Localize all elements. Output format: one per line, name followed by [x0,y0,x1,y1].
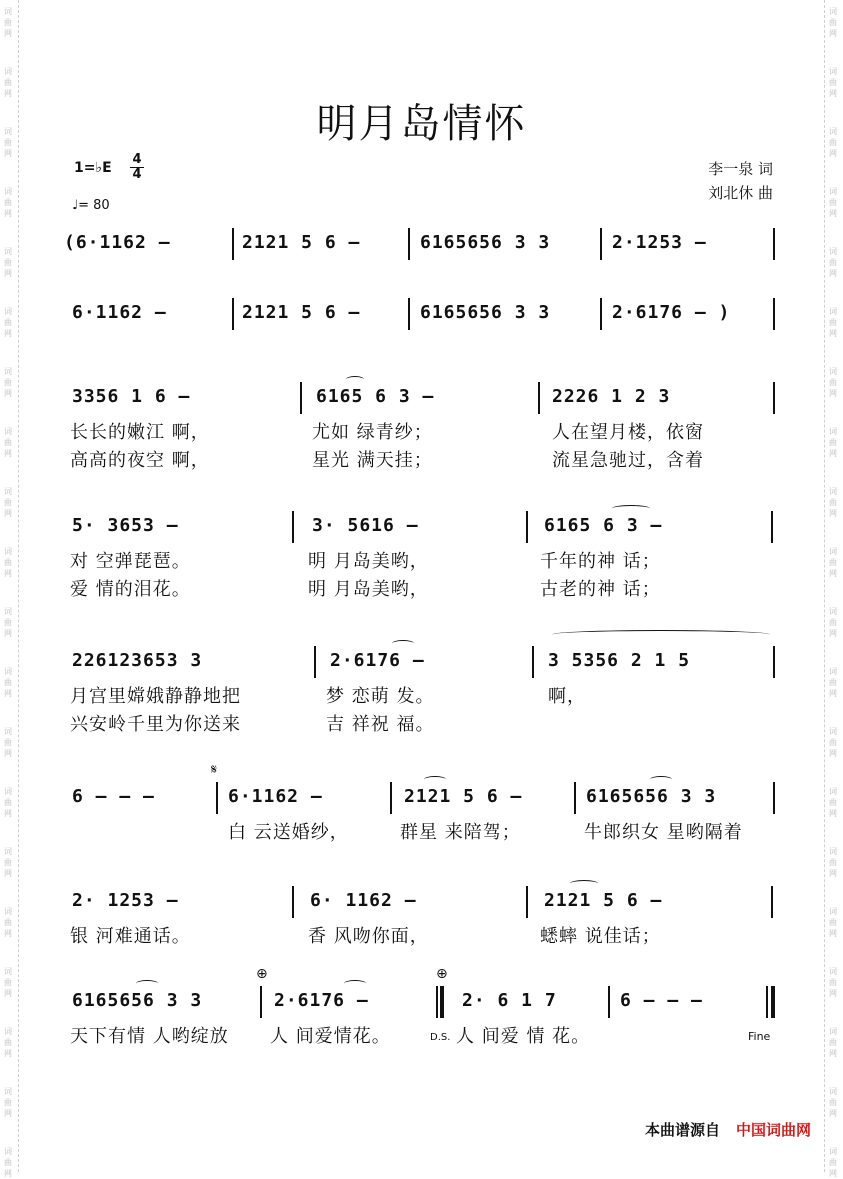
watermark-text: 词 曲 网 [4,7,12,38]
lyric: 人在望月楼，依窗 [552,422,704,443]
watermark-text: 词 曲 网 [829,67,837,98]
watermark-text: 词 曲 网 [829,307,837,338]
lyric: 香 风吻你面， [308,926,429,947]
measure: 3 5356 2 1 5 [548,650,691,671]
time-signature-bottom: 4 [132,167,142,182]
watermark-text: 词 曲 网 [829,187,837,218]
measure: 6165656 3 3 [420,232,551,253]
watermark-text: 词 曲 网 [4,547,12,578]
time-signature [130,153,144,182]
measure: 6165656 3 3 [72,990,203,1011]
watermark-text: 词 曲 网 [4,787,12,818]
watermark-text: 词 曲 网 [4,367,12,398]
lyric: 天下有情 人哟绽放 [70,1026,229,1047]
measure: 3· 5616 – [312,515,419,536]
measure: 2· 1253 – [72,890,179,911]
slur [612,505,650,512]
measure: 2121 5 6 – [242,232,361,253]
tempo-marking: ♩= 80 [72,198,110,213]
lyric: 兴安岭千里为你送来 [70,714,241,735]
watermark-text: 词 曲 网 [4,127,12,158]
measure: 6·1162 – [72,302,167,323]
lyric: 白 云送婚纱， [228,822,349,843]
measure: 6 – – – [72,786,155,807]
watermark-text: 词 曲 网 [829,1027,837,1058]
coda-sign: ⊕ [436,966,448,982]
lyric: 星光 满天挂； [312,450,433,471]
watermark-text: 词 曲 网 [4,247,12,278]
slur [392,640,414,647]
watermark-text: 词 曲 网 [4,607,12,638]
source-label: 本曲谱源自 [644,1121,720,1139]
watermark-text: 词 曲 网 [829,967,837,998]
lyric: 牛郎织女 星哟隔着 [584,822,743,843]
fine-marking: Fine [748,1030,771,1043]
credits [708,157,773,205]
watermark-text: 词 曲 网 [829,787,837,818]
watermark-text: 词 曲 网 [4,307,12,338]
watermark-text: 词 曲 网 [4,907,12,938]
watermark-text: 词 曲 网 [4,67,12,98]
watermark-text: 词 曲 网 [4,427,12,458]
source-site-link[interactable]: 中国词曲网 [735,1121,811,1139]
watermark-text: 词 曲 网 [829,1087,837,1118]
measure: (6·1162 – [64,232,171,253]
watermark-text: 词 曲 网 [829,907,837,938]
watermark-text: 词 曲 网 [829,247,837,278]
watermark-text: 词 曲 网 [4,667,12,698]
measure: 6165656 3 3 [586,786,717,807]
lyric: 人 间爱 情 花。 [456,1026,591,1047]
lyric: 明 月岛美哟， [308,579,429,600]
measure: 2226 1 2 3 [552,386,671,407]
lyric: 梦 恋萌 发。 [326,686,435,707]
watermark-text: 词 曲 网 [4,187,12,218]
watermark-text: 词 曲 网 [829,427,837,458]
song-title: 明月岛情怀 [316,101,527,147]
measure: 2·6176 – [330,650,425,671]
ds-marking: D.S. [430,1032,451,1043]
watermark-text: 词 曲 网 [4,727,12,758]
segno-sign: 𝄋 [211,762,218,778]
watermark-text: 词 曲 网 [4,1087,12,1118]
watermark-text: 词 曲 网 [829,607,837,638]
slur [344,980,366,987]
lyric: 尤如 绿青纱； [312,422,433,443]
lyric: 明 月岛美哟， [308,551,429,572]
watermark-text: 词 曲 网 [829,547,837,578]
watermark-text: 词 曲 网 [829,667,837,698]
slur [346,376,364,383]
watermark-text: 词 曲 网 [829,487,837,518]
measure: 3356 1 6 – [72,386,191,407]
lyric: 高高的夜空 啊， [70,450,210,471]
measure: 2· 6 1 7 [462,990,557,1011]
measure: 2121 5 6 – [242,302,361,323]
notes-line [0,386,843,416]
watermark-text: 词 曲 网 [4,1147,12,1178]
notes-line [0,890,843,920]
lyric: 千年的神 话； [540,551,661,572]
lyric: 古老的神 话； [540,579,661,600]
lyric: 对 空弹琵琶。 [70,551,191,572]
notes-line [0,515,843,545]
measure: 5· 3653 – [72,515,179,536]
measure: 2·6176 – ) [612,302,731,323]
measure: 6 – – – [620,990,703,1011]
measure: 2121 5 6 – [544,890,663,911]
long-slur [552,630,770,639]
lyric: 群星 来陪驾； [400,822,521,843]
measure: 226123653 3 [72,650,203,671]
measure: 2·6176 – [274,990,369,1011]
watermark-text: 词 曲 网 [4,487,12,518]
slur [136,980,158,987]
lyric: 银 河难通话。 [70,926,191,947]
measure: 2121 5 6 – [404,786,523,807]
watermark-text: 词 曲 网 [829,727,837,758]
watermark-text: 词 曲 网 [4,967,12,998]
watermark-text: 词 曲 网 [829,7,837,38]
measure: 2·1253 – [612,232,707,253]
slur [570,880,598,887]
lyric: 蟋蟀 说佳话； [540,926,661,947]
notes-line [0,302,843,332]
coda-sign: ⊕ [256,966,268,982]
notes-line [0,990,843,1020]
watermark-text: 词 曲 网 [4,847,12,878]
slur [424,776,446,783]
watermark-text: 词 曲 网 [829,847,837,878]
measure: 6·1162 – [228,786,323,807]
slur [650,776,672,783]
watermark-text: 词 曲 网 [829,127,837,158]
lyricist-credit: 李一泉 词 [708,160,773,178]
lyric: 月宫里嫦娥静静地把 [70,686,241,707]
watermark-text: 词 曲 网 [4,1027,12,1058]
watermark-text: 词 曲 网 [829,1147,837,1178]
composer-credit: 刘北休 曲 [708,184,773,202]
lyric: 流星急驰过，含着 [552,450,704,471]
footer-source [645,1119,811,1140]
watermark-text: 词 曲 网 [829,367,837,398]
lyric: 啊， [548,686,586,707]
lyric: 吉 祥祝 福。 [326,714,435,735]
key-signature: 1=♭E [74,160,112,176]
measure: 6165656 3 3 [420,302,551,323]
measure: 6165 6 3 – [544,515,663,536]
lyric: 长长的嫩江 啊， [70,422,210,443]
notes-line [0,786,843,816]
lyric: 人 间爱情花。 [270,1026,391,1047]
notes-line [0,650,843,680]
measure: 6165 6 3 – [316,386,435,407]
notes-line [0,232,843,262]
time-signature-top: 4 [132,152,142,167]
measure: 6· 1162 – [310,890,417,911]
lyric: 爱 情的泪花。 [70,579,191,600]
